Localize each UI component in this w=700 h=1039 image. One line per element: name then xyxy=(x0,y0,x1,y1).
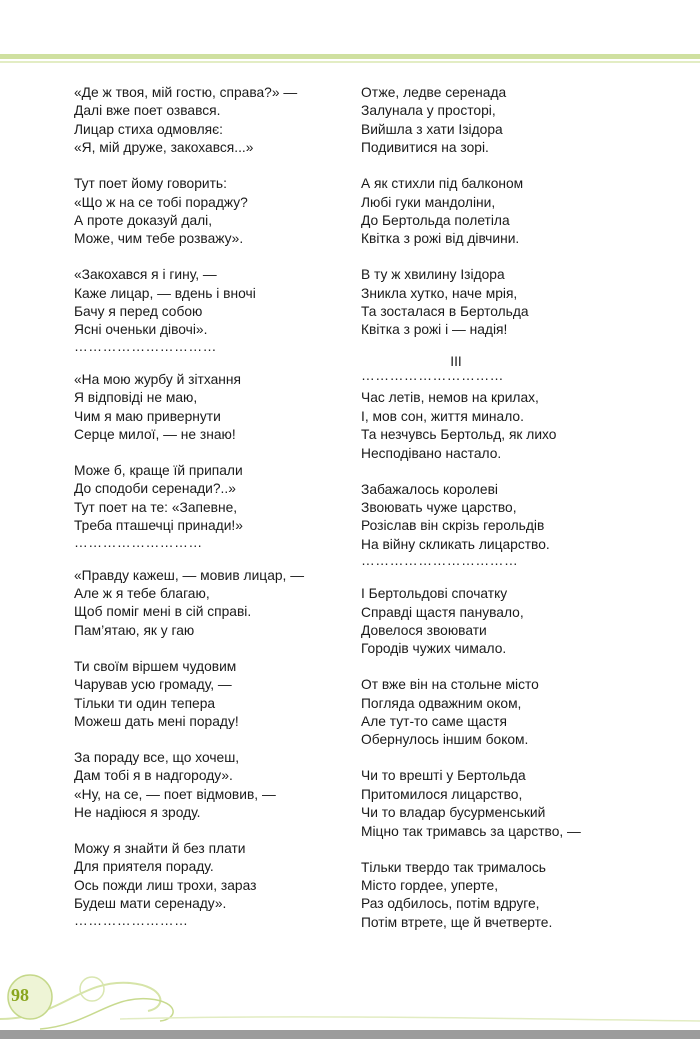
verse-line: Каже лицар, — вдень і вночі xyxy=(74,285,256,301)
verse-line: Та зосталася в Бертольда xyxy=(361,304,529,320)
verse-line: Чи то врешті у Бертольда xyxy=(361,768,526,784)
verse-line: От вже він на стольне місто xyxy=(361,677,539,693)
stanza xyxy=(361,767,661,841)
page-number: 98 xyxy=(11,985,29,1005)
verse-line: Справді щастя панувало, xyxy=(361,604,524,620)
verse-line: Чим я маю привернути xyxy=(74,408,221,424)
verse-line: До сподоби серенади?..» xyxy=(74,481,236,497)
verse-line: Будеш мати серенаду». xyxy=(74,896,227,912)
footer-bar xyxy=(0,1030,700,1039)
verse-line: Ти своїм віршем чудовим xyxy=(74,658,237,674)
verse-line: Міцно так тримавсь за царство, — xyxy=(361,823,581,839)
stanza xyxy=(361,859,661,933)
verse-line: Ось пожди лиш трохи, зараз xyxy=(74,877,257,893)
verse-line: Любі гуки мандоліни, xyxy=(361,194,496,210)
verse-line: «Що ж на се тобі пораджу? xyxy=(74,194,248,210)
verse-line: Забажалось королеві xyxy=(361,481,498,497)
stanza xyxy=(74,749,344,823)
verse-line: Треба пташечці принади!» xyxy=(74,518,243,534)
footer-swirl-ornament xyxy=(0,959,700,1039)
poem-column-left xyxy=(74,84,344,945)
verse-line: Далі вже поет озвався. xyxy=(74,103,221,119)
stanza xyxy=(361,481,661,555)
verse-line: Квітка з рожі і — надія! xyxy=(361,322,508,338)
verse-line: Але тут-то саме щастя xyxy=(361,714,507,730)
verse-line: Обернулось іншим боком. xyxy=(361,732,529,748)
section-number: III xyxy=(450,354,462,370)
verse-line: Для приятеля пораду. xyxy=(74,859,214,875)
verse-line: Тільки твердо так трималось xyxy=(361,859,546,875)
verse-line: А як стихли під балконом xyxy=(361,176,524,192)
verse-line: Дам тобі я в надгороду». xyxy=(74,768,233,784)
stanza xyxy=(361,175,661,249)
verse-line: Лицар стиха одмовляє: xyxy=(74,121,224,137)
verse-line: Час летів, немов на крилах, xyxy=(361,390,539,406)
omission-dots: ………………………… xyxy=(361,368,504,384)
stanza xyxy=(361,585,661,659)
verse-line: Городів чужих чимало. xyxy=(361,641,507,657)
verse-line: «Де ж твоя, мій гостю, справа?» — xyxy=(74,85,298,100)
verse-line: Я відповіді не маю, xyxy=(74,390,198,406)
verse-line: Зникла хутко, наче мрія, xyxy=(361,285,518,301)
verse-line: Довелося звоювати xyxy=(361,622,487,638)
verse-line: На війну скликать лицарство. xyxy=(361,536,550,552)
verse-line: Пам’ятаю, як у гаю xyxy=(74,622,195,638)
verse-line: «Правду кажеш, — мовив лицар, — xyxy=(74,567,304,583)
stanza xyxy=(74,567,344,641)
stanza xyxy=(74,266,344,340)
verse-line: «Я, мій друже, закохався...» xyxy=(74,140,254,156)
verse-line: Чи то владар бусурменський xyxy=(361,805,546,821)
stanza xyxy=(74,84,344,158)
verse-line: Притомилося лицарство, xyxy=(361,786,523,802)
verse-line: За пораду все, що хочеш, xyxy=(74,749,240,765)
verse-line: Отже, ледве серенада xyxy=(361,85,507,100)
verse-line: Ясні оченьки дівочі». xyxy=(74,322,208,338)
omission-dots: ………………………… xyxy=(74,338,217,354)
verse-line: Тільки ти один тепера xyxy=(74,695,216,711)
stanza xyxy=(74,840,344,914)
verse-line: До Бертольда полетіла xyxy=(361,212,510,228)
verse-line: Бачу я перед собою xyxy=(74,304,203,320)
verse-line: Щоб поміг мені в сій справі. xyxy=(74,604,252,620)
verse-line: Може б, краще їй припали xyxy=(74,463,243,478)
verse-line: Несподівано настало. xyxy=(361,445,502,461)
stanza xyxy=(74,175,344,249)
poem-column-right xyxy=(361,84,661,950)
verse-line: Тут поет йому говорить: xyxy=(74,176,227,192)
stanza xyxy=(361,266,661,340)
verse-line: І, мов сон, життя минало. xyxy=(361,408,524,424)
stanza xyxy=(74,462,344,536)
verse-line: Вийшла з хати Ізідора xyxy=(361,121,503,137)
verse-line: Можу я знайти й без плати xyxy=(74,841,246,856)
verse-line: Серце милої, — не знаю! xyxy=(74,427,236,443)
verse-line: Може, чим тебе розважу». xyxy=(74,231,244,247)
omission-dots: …………………………… xyxy=(361,553,519,569)
verse-line: Залунала у просторі, xyxy=(361,103,496,119)
header-decorative-rule xyxy=(0,52,700,66)
stanza xyxy=(361,389,661,463)
verse-line: Розіслав він скрізь герольдів xyxy=(361,518,545,534)
verse-line: Тут поет на те: «Запевне, xyxy=(74,499,238,515)
stanza xyxy=(74,371,344,445)
verse-line: «Закохався я і гину, — xyxy=(74,267,217,283)
verse-line: «Ну, на се, — поет відмовив, — xyxy=(74,786,276,802)
verse-line: Не надіюся я зроду. xyxy=(74,805,201,821)
verse-line: Раз одбилось, потім вдруге, xyxy=(361,896,540,912)
verse-line: «На мою журбу й зітхання xyxy=(74,371,241,387)
verse-line: Місто гордее, уперте, xyxy=(361,877,499,893)
verse-line: Подивитися на зорі. xyxy=(361,140,489,156)
omission-dots: ……………………… xyxy=(74,534,203,550)
verse-line: А проте доказуй далі, xyxy=(74,212,213,228)
verse-line: Але ж я тебе благаю, xyxy=(74,586,210,602)
verse-line: Можеш дать мені пораду! xyxy=(74,713,239,729)
verse-line: Чарував усю громаду, — xyxy=(74,677,232,693)
verse-line: Погляда одважним оком, xyxy=(361,695,522,711)
stanza xyxy=(361,84,661,158)
verse-line: Квітка з рожі від дівчини. xyxy=(361,231,520,247)
verse-line: Потім втрете, ще й вчетверте. xyxy=(361,914,553,930)
omission-dots: …………………… xyxy=(74,912,189,928)
stanza xyxy=(74,658,344,732)
verse-line: Та незчувсь Бертольд, як лихо xyxy=(361,427,557,443)
verse-line: Звоювать чуже царство, xyxy=(361,499,517,515)
verse-line: В ту ж хвилину Ізідора xyxy=(361,267,505,283)
verse-line: І Бертольдові спочатку xyxy=(361,586,508,602)
stanza xyxy=(361,676,661,750)
